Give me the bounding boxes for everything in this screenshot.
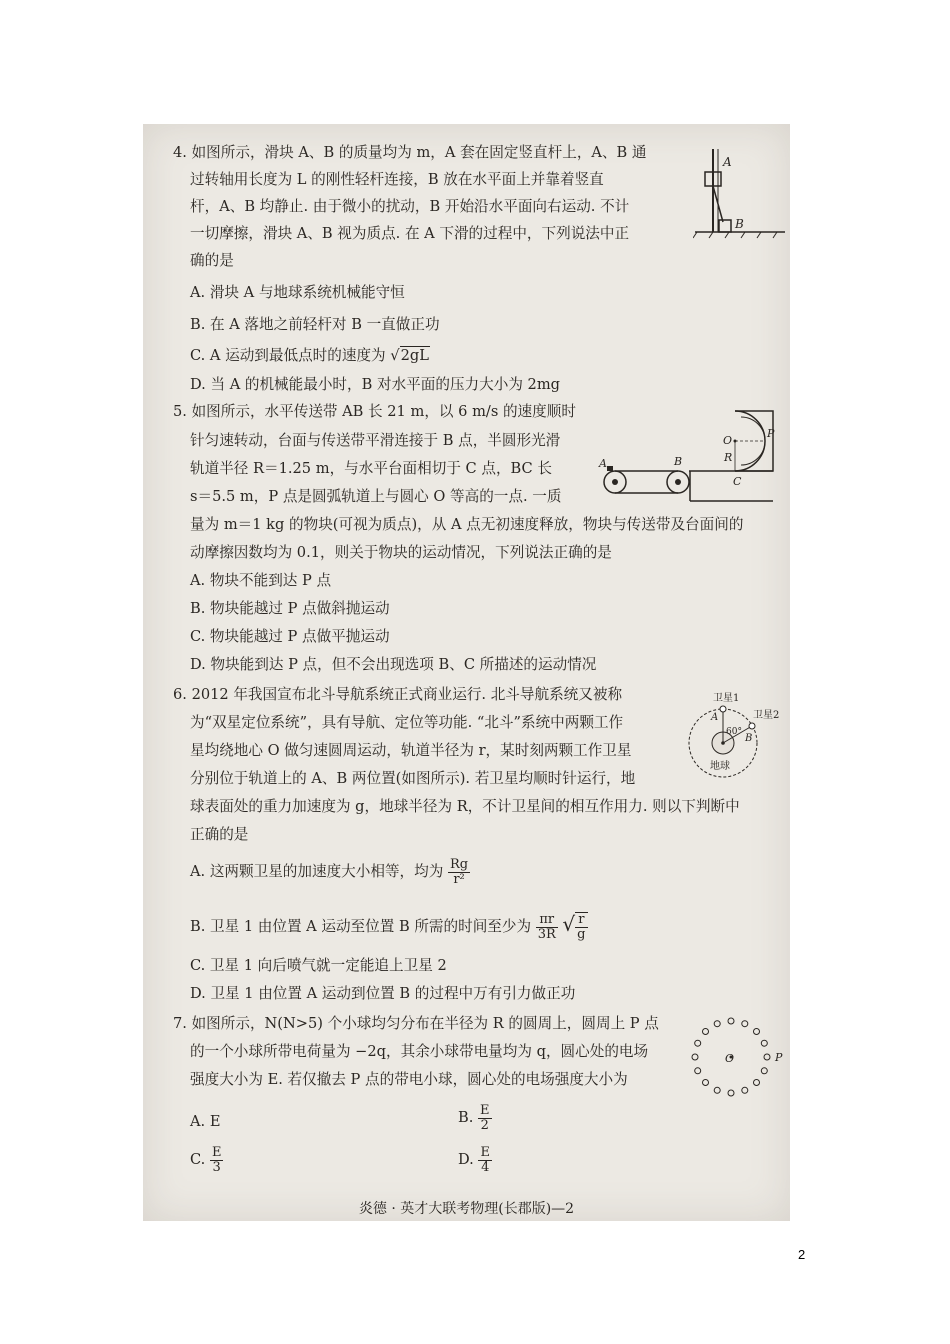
charged-ball: [754, 1029, 760, 1035]
q6-option-a-den: r²: [453, 871, 465, 887]
q7-option-b: [458, 1100, 492, 1136]
q7-line-3: 强度大小为 E. 若仅撤去 P 点的带电小球，圆心处的电场强度大小为: [190, 1071, 628, 1088]
q6-figure: [673, 689, 788, 779]
q7-line-2: 的一个小球所带电荷量为 −2q，其余小球带电量均为 q，圆心处的电场: [190, 1043, 649, 1060]
q6-line-6: 正确的是: [190, 826, 249, 843]
q6-fig-earth: 地球: [710, 761, 730, 772]
charged-ball: [695, 1068, 701, 1074]
q6-option-a-num: Rg: [449, 856, 469, 872]
q4-fig-label-a: A: [723, 155, 732, 169]
q4-line-2: 过转轴用长度为 L 的刚性轻杆连接，B 放在水平面上并靠着竖直: [190, 171, 604, 188]
q5-line-4: s＝5.5 m，P 点是圆弧轨道上与圆心 O 等高的一点. 一质: [190, 488, 562, 505]
q5-line-3: 轨道半径 R＝1.25 m，与水平台面相切于 C 点，BC 长: [190, 460, 552, 477]
q6-option-b-radicand: [575, 912, 587, 942]
charged-ball: [714, 1021, 720, 1027]
q5-line-6: 动摩擦因数均为 0.1，则关于物块的运动情况，下列说法正确的是: [190, 544, 612, 561]
q7-option-b-fraction: [478, 1104, 492, 1133]
q5-fig-label-a: A: [599, 457, 607, 470]
q6-option-b: [190, 908, 588, 943]
q7-option-c-fraction: [210, 1146, 224, 1175]
charged-ball: [764, 1054, 770, 1060]
q6-fig-angle: 60°: [726, 727, 742, 737]
q6-option-b-num: πr: [536, 913, 558, 928]
q6-line-3: 星均绕地心 O 做匀速圆周运动，轨道半径为 r，某时刻两颗工作卫星: [190, 742, 632, 759]
q5-option-a: A. 物块不能到达 P 点: [190, 572, 332, 589]
q7-option-d: [458, 1142, 492, 1178]
q7-option-b-prefix: B.: [458, 1109, 474, 1126]
q6-option-a: [190, 856, 470, 888]
q6-option-b-rad-num: r: [575, 913, 587, 928]
charged-ball: [742, 1087, 748, 1093]
q6-line-5: 球表面处的重力加速度为 g，地球半径为 R，不计卫星间的相互作用力. 则以下判断中: [190, 798, 740, 815]
q7-option-d-den: 4: [481, 1159, 490, 1175]
q7-option-b-num: E: [480, 1102, 490, 1118]
q5-fig-label-p: P: [767, 427, 775, 440]
q7-option-a: A. E: [190, 1113, 221, 1130]
charged-ball: [754, 1080, 760, 1086]
charged-ball: [728, 1018, 734, 1024]
footer-title: 炎德 · 英才大联考物理(长郡版)—2: [358, 1201, 575, 1217]
q4-line-4: 一切摩擦，滑块 A、B 视为质点. 在 A 下滑的过程中，下列说法中正: [190, 225, 630, 242]
q4-option-b: B. 在 A 落地之前轻杆对 B 一直做正功: [190, 316, 440, 333]
scanned-page: [143, 124, 790, 1221]
q6-line-4: 分别位于轨道上的 A、B 两位置(如图所示). 若卫星均顺时针运行，地: [190, 770, 636, 787]
q4-line-5: 确的是: [190, 252, 234, 269]
q4-option-c-prefix: C. A 运动到最低点时的速度为 √: [190, 347, 400, 364]
q6-fig-label-a: A: [711, 712, 719, 723]
q6-option-a-prefix: A. 这两颗卫星的加速度大小相等，均为: [190, 863, 444, 880]
q6-option-d: D. 卫星 1 由位置 A 运动到位置 B 的过程中万有引力做正功: [190, 985, 576, 1002]
charged-ball: [742, 1021, 748, 1027]
q6-fig-sat1: 卫星1: [713, 693, 740, 704]
page-number: 2: [798, 1247, 806, 1262]
q7-option-d-fraction: [478, 1146, 492, 1175]
q5-line-5: 量为 m＝1 kg 的物块(可视为质点)，从 A 点无初速度释放，物块与传送带及台面间的: [190, 516, 744, 533]
q7-option-c-num: E: [211, 1144, 222, 1160]
q5-option-b: B. 物块能越过 P 点做斜抛运动: [190, 600, 390, 617]
q6-option-b-prefix: B. 卫星 1 由位置 A 运动至位置 B 所需的时间至少为: [190, 918, 532, 935]
q5-line-1: 5. 如图所示，水平传送带 AB 长 21 m，以 6 m/s 的速度顺时: [173, 403, 576, 420]
q5-option-d: D. 物块能到达 P 点，但不会出现选项 B、C 所描述的运动情况: [190, 656, 597, 673]
q5-fig-label-b: B: [674, 455, 683, 468]
q7-fig-label-o: O: [725, 1052, 735, 1065]
q7-option-c: [190, 1142, 223, 1178]
charged-ball: [761, 1040, 767, 1046]
q5-fig-label-r: R: [724, 451, 733, 464]
q6-option-a-fraction: [448, 858, 470, 887]
q4-figure: [693, 144, 788, 244]
charged-ball: [692, 1054, 698, 1060]
q6-fig-label-b: B: [745, 733, 753, 744]
q4-line-3: 杆，A、B 均静止. 由于微小的扰动，B 开始沿水平面向右运动. 不计: [190, 198, 630, 215]
q7-option-d-num: E: [480, 1144, 490, 1160]
charged-ball: [761, 1068, 767, 1074]
q4-line-1: 4. 如图所示，滑块 A、B 的质量均为 m，A 套在固定竖直杆上，A、B 通: [173, 144, 647, 161]
charged-ball: [728, 1090, 734, 1096]
q4-fig-label-b: B: [735, 217, 744, 231]
q7-fig-label-p: P: [775, 1051, 783, 1064]
q5-fig-label-o: O: [723, 434, 733, 447]
q6-option-b-sqrt-sign: √: [562, 912, 576, 936]
q7-option-c-prefix: C.: [190, 1151, 206, 1168]
q6-option-b-rad-den: g: [577, 927, 586, 942]
charged-ball: [714, 1087, 720, 1093]
q7-line-1: 7. 如图所示，N(N>5) 个小球均匀分布在半径为 R 的圆周上，圆周上 P 点: [173, 1015, 659, 1032]
q4-option-a: A. 滑块 A 与地球系统机械能守恒: [190, 284, 405, 301]
charged-ball: [703, 1080, 709, 1086]
charged-ball: [695, 1040, 701, 1046]
q6-option-b-fraction: [536, 913, 558, 942]
q6-line-2: 为“双星定位系统”，具有导航、定位等功能. “北斗”系统中两颗工作: [190, 714, 624, 731]
q6-option-c: C. 卫星 1 向后喷气就一定能追上卫星 2: [190, 957, 447, 974]
q5-option-c: C. 物块能越过 P 点做平抛运动: [190, 628, 390, 645]
q4-option-d: D. 当 A 的机械能最小时，B 对水平面的压力大小为 2mg: [190, 376, 561, 393]
q5-line-2: 针匀速转动，台面与传送带平滑连接于 B 点，半圆形光滑: [190, 432, 561, 449]
q7-option-d-prefix: D.: [458, 1151, 474, 1168]
q4-option-c: [190, 347, 430, 365]
q5-figure: [595, 407, 785, 507]
q7-figure: [689, 1010, 789, 1100]
q4-option-c-radicand: 2gL: [400, 347, 429, 364]
q5-fig-label-c: C: [733, 475, 742, 488]
q7-option-c-den: 3: [212, 1159, 221, 1175]
q6-fig-sat2: 卫星2: [753, 710, 780, 721]
q6-line-1: 6. 2012 年我国宣布北斗导航系统正式商业运行. 北斗导航系统又被称: [173, 686, 623, 703]
charged-ball: [703, 1029, 709, 1035]
q7-option-b-den: 2: [480, 1117, 489, 1133]
q6-option-b-den: 3R: [537, 926, 556, 942]
